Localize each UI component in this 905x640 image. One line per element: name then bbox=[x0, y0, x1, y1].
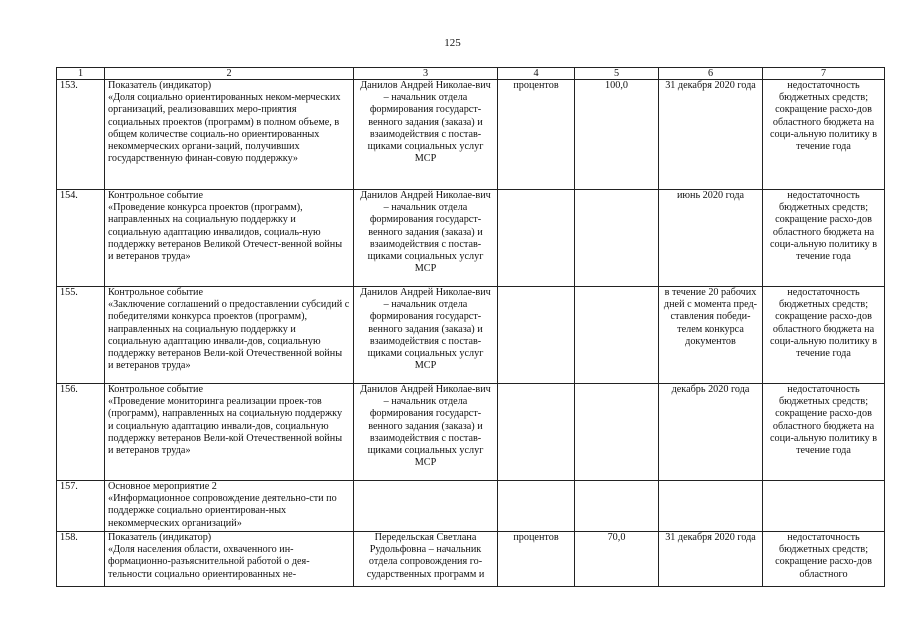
event-description: «Проведение конкурса проектов (программ), направленных на социальную поддержку и социальную адаптацию инвалидов, социаль-ную поддержку ветеранов Великой Отечест-венной войны и ветеранов труда» bbox=[108, 202, 343, 263]
column-header: 2 bbox=[105, 68, 354, 80]
event-type: Показатель (индикатор) bbox=[108, 532, 212, 543]
value-cell bbox=[575, 190, 659, 287]
responsible-cell bbox=[354, 384, 498, 481]
deadline: в течение 20 рабочих дней с момента пред-ставления победи-телем конкурса документов bbox=[663, 287, 758, 347]
risk-cell bbox=[763, 532, 885, 587]
risk-cell bbox=[763, 384, 885, 481]
row-number: 156. bbox=[57, 384, 105, 481]
deadline: 31 декабря 2020 года bbox=[665, 532, 756, 543]
deadline-cell bbox=[659, 190, 763, 287]
value-cell bbox=[575, 287, 659, 384]
risk-text: недостаточность бюджетных средств; сокращение расхо-дов областного bbox=[775, 532, 872, 580]
unit-cell bbox=[498, 190, 575, 287]
unit-cell bbox=[498, 287, 575, 384]
unit-cell bbox=[498, 384, 575, 481]
column-header: 6 bbox=[659, 68, 763, 80]
responsible-cell bbox=[354, 287, 498, 384]
event-name-cell bbox=[105, 532, 354, 587]
event-description: «Информационное сопровождение деятельно-сти по поддержке социально ориентирован-ных некоммерческих организаций» bbox=[108, 493, 337, 529]
row-number: 154. bbox=[57, 190, 105, 287]
responsible-cell bbox=[354, 80, 498, 190]
responsible-person: Данилов Андрей Николае-вич – начальник отдела формирования государст-венного задания (заказа) и взаимодействия с постав-щиками социальных услуг МСР bbox=[360, 384, 491, 469]
table-row bbox=[57, 190, 885, 287]
event-description: «Доля социально ориентированных неком-мерческих организаций, реализовавших меро-приятия социальных проектов (программ) в полном объеме, в общем количестве социаль-но ориентированных некоммерческих органи-заций, получивших государственную финан-совую поддержку» bbox=[108, 92, 341, 165]
event-name-cell bbox=[105, 384, 354, 481]
event-type: Показатель (индикатор) bbox=[108, 80, 212, 91]
risk-cell bbox=[763, 481, 885, 532]
unit-cell: процентов bbox=[498, 532, 575, 587]
table-row bbox=[57, 532, 885, 587]
page-number: 125 bbox=[444, 37, 461, 49]
event-name-cell bbox=[105, 80, 354, 190]
deadline: декабрь 2020 года bbox=[671, 384, 750, 395]
plan-table bbox=[56, 67, 885, 587]
column-number-row bbox=[57, 68, 885, 80]
deadline-cell bbox=[659, 481, 763, 532]
unit-cell bbox=[498, 481, 575, 532]
deadline: 31 декабря 2020 года bbox=[665, 80, 756, 91]
value-cell bbox=[575, 384, 659, 481]
event-type: Контрольное событие bbox=[108, 190, 203, 201]
column-header: 4 bbox=[498, 68, 575, 80]
deadline: июнь 2020 года bbox=[676, 190, 745, 201]
row-number: 158. bbox=[57, 532, 105, 587]
column-header: 3 bbox=[354, 68, 498, 80]
risk-text: недостаточность бюджетных средств; сокращение расхо-дов областного бюджета на соци-альную политику в течение года bbox=[769, 190, 878, 263]
risk-cell bbox=[763, 80, 885, 190]
row-number: 155. bbox=[57, 287, 105, 384]
responsible-person: Данилов Андрей Николае-вич – начальник отдела формирования государст-венного задания (заказа) и взаимодействия с постав-щиками социальных услуг МСР bbox=[360, 287, 491, 372]
event-type: Контрольное событие bbox=[108, 384, 203, 395]
risk-cell bbox=[763, 190, 885, 287]
deadline-cell bbox=[659, 532, 763, 587]
responsible-person: Данилов Андрей Николае-вич – начальник отдела формирования государст-венного задания (заказа) и взаимодействия с постав-щиками социальных услуг МСР bbox=[360, 80, 491, 165]
column-header: 5 bbox=[575, 68, 659, 80]
table-row bbox=[57, 384, 885, 481]
responsible-person: Передельская Светлана Рудольфовна – начальник отдела сопровождения го-сударственных программ и bbox=[366, 532, 485, 580]
risk-cell bbox=[763, 287, 885, 384]
responsible-cell bbox=[354, 190, 498, 287]
event-description: «Заключение соглашений о предоставлении субсидий с победителями конкурса проектов (программ), направленных на социальную поддержку и социальную адаптацию инвали-дов, социальную поддержку ветеранов Вели-кой Отечественной войны и ветеранов труда» bbox=[108, 299, 350, 372]
risk-text: недостаточность бюджетных средств; сокращение расхо-дов областного бюджета на соци-альную политику в течение года bbox=[769, 384, 878, 457]
table-row bbox=[57, 287, 885, 384]
column-header: 1 bbox=[57, 68, 105, 80]
event-name-cell bbox=[105, 190, 354, 287]
event-description: «Доля населения области, охваченного ин-формационно-разъяснительной работой о дея-тельности социально ориентированных не- bbox=[108, 544, 310, 580]
event-name-cell bbox=[105, 481, 354, 532]
responsible-person: Данилов Андрей Николае-вич – начальник отдела формирования государст-венного задания (заказа) и взаимодействия с постав-щиками социальных услуг МСР bbox=[360, 190, 491, 275]
value-cell: 100,0 bbox=[575, 80, 659, 190]
risk-text: недостаточность бюджетных средств; сокращение расхо-дов областного бюджета на соци-альную политику в течение года bbox=[769, 287, 878, 360]
table-row bbox=[57, 481, 885, 532]
responsible-cell bbox=[354, 532, 498, 587]
row-number: 157. bbox=[57, 481, 105, 532]
row-number: 153. bbox=[57, 80, 105, 190]
table-row bbox=[57, 80, 885, 190]
event-name-cell bbox=[105, 287, 354, 384]
deadline-cell bbox=[659, 384, 763, 481]
deadline-cell bbox=[659, 80, 763, 190]
deadline-cell bbox=[659, 287, 763, 384]
unit-cell: процентов bbox=[498, 80, 575, 190]
event-type: Контрольное событие bbox=[108, 287, 203, 298]
column-header: 7 bbox=[763, 68, 885, 80]
value-cell bbox=[575, 481, 659, 532]
event-description: «Проведение мониторинга реализации проек-тов (программ), направленных на социальную поддержку и социальную адаптацию инвали-дов, социальную поддержку ветеранов Вели-кой Отечественной войны и ветеранов труда» bbox=[108, 396, 343, 457]
value-cell: 70,0 bbox=[575, 532, 659, 587]
responsible-cell bbox=[354, 481, 498, 532]
risk-text: недостаточность бюджетных средств; сокращение расхо-дов областного бюджета на соци-альную политику в течение года bbox=[769, 80, 878, 153]
event-type: Основное мероприятие 2 bbox=[108, 481, 217, 492]
